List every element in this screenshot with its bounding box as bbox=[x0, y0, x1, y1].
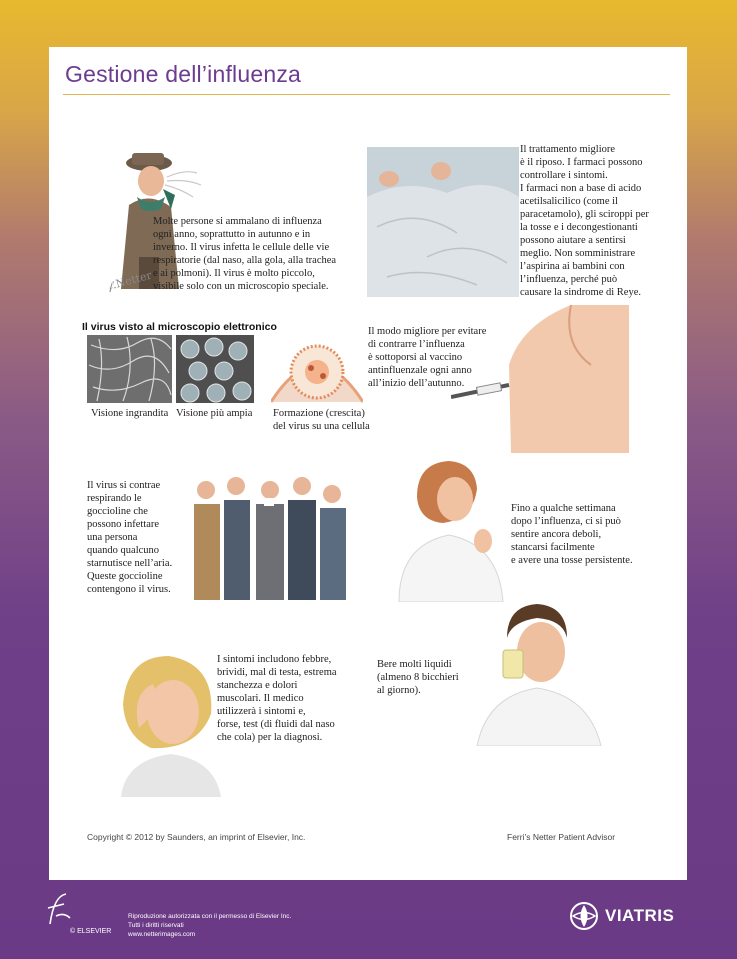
title-divider bbox=[63, 94, 670, 95]
symptoms-text: I sintomi includono febbre, brividi, mal di testa, estrema stanchezza e dolori muscolari. Il medico utilizzerà i sintomi e, forse, test (di fluidi dal naso che cola) per la diagnosi. bbox=[217, 654, 337, 743]
reproduction-credit: Riproduzione autorizzata con il permesso di Elsevier Inc. Tutti i diritti riservati www.netterimages.com bbox=[128, 913, 292, 938]
caption-magnified: Visione ingrandita bbox=[91, 408, 169, 419]
vaccine-syringe-illustration bbox=[451, 305, 629, 453]
svg-text:𝒻.Netter: 𝒻.Netter bbox=[106, 268, 154, 293]
caption-wide: Visione più ampia bbox=[176, 408, 253, 419]
sick-people-in-bed-illustration bbox=[367, 147, 519, 297]
virus-micrograph-magnified bbox=[87, 335, 172, 403]
netter-signature-logo bbox=[44, 890, 74, 930]
crowd-sneezing-illustration bbox=[184, 474, 352, 602]
advisor-credit: Ferri’s Netter Patient Advisor bbox=[507, 832, 616, 842]
elsevier-label: © ELSEVIER bbox=[70, 928, 112, 935]
page-title: Gestione dell’influenza bbox=[65, 61, 302, 87]
headache-woman-illustration bbox=[111, 654, 221, 797]
drinking-man-illustration bbox=[467, 600, 607, 746]
vaccine-text: Il modo migliore per evitare di contrarre l’influenza è sottoporsi al vaccino antinfluenzale ogni anno all’inizio dell’autunno. bbox=[368, 326, 487, 389]
viatris-brand bbox=[569, 901, 674, 931]
recovery-text: Fino a qualche settimana dopo l’influenza, ci si può sentire ancora deboli, stancarsi facilmente e avere una tosse persistente. bbox=[511, 503, 633, 566]
patient-advisor-sheet bbox=[49, 47, 687, 880]
viatris-logo-icon bbox=[569, 901, 599, 931]
liquids-text: Bere molti liquidi (almeno 8 bicchieri al giorno). bbox=[377, 659, 459, 696]
brand-name: VIATRIS bbox=[605, 906, 675, 925]
copyright-text: Copyright © 2012 by Saunders, an imprint of Elsevier, Inc. bbox=[87, 832, 306, 842]
spread-text: Il virus si contrae respirando le goccioline che possono infettare una persona quando qualcuno starnutisce nell’aria. Queste goccioline contengono il virus. bbox=[87, 480, 173, 595]
treatment-text: Il trattamento migliore è il riposo. I farmaci possono controllare i sintomi. I farmaci non a base di acido acetilsalicilico (come il paracetamolo), gli sciroppi per la tosse e i decongestionanti possono aiutare a sentirsi meglio. Non somministrare l’aspirina ai bambini con l’influenza, perché può causare la sindrome di Reye. bbox=[520, 144, 649, 298]
virus-formation-diagram bbox=[271, 332, 363, 404]
microscope-heading: Il virus visto al microscopio elettronico bbox=[82, 321, 277, 333]
intro-text: Molte persone si ammalano di influenza ogni anno, soprattutto in autunno e in inverno. Il virus infetta le cellule delle vie respiratorie (dal naso, alla gola, alla trachea e ai polmoni). Il virus è molto piccolo, visibile solo con un microscopio speciale. bbox=[153, 216, 337, 292]
caption-formation: Formazione (crescita) del virus su una cellula bbox=[273, 408, 370, 432]
coughing-woman-illustration bbox=[379, 459, 519, 602]
virus-micrograph-wide bbox=[176, 335, 254, 403]
